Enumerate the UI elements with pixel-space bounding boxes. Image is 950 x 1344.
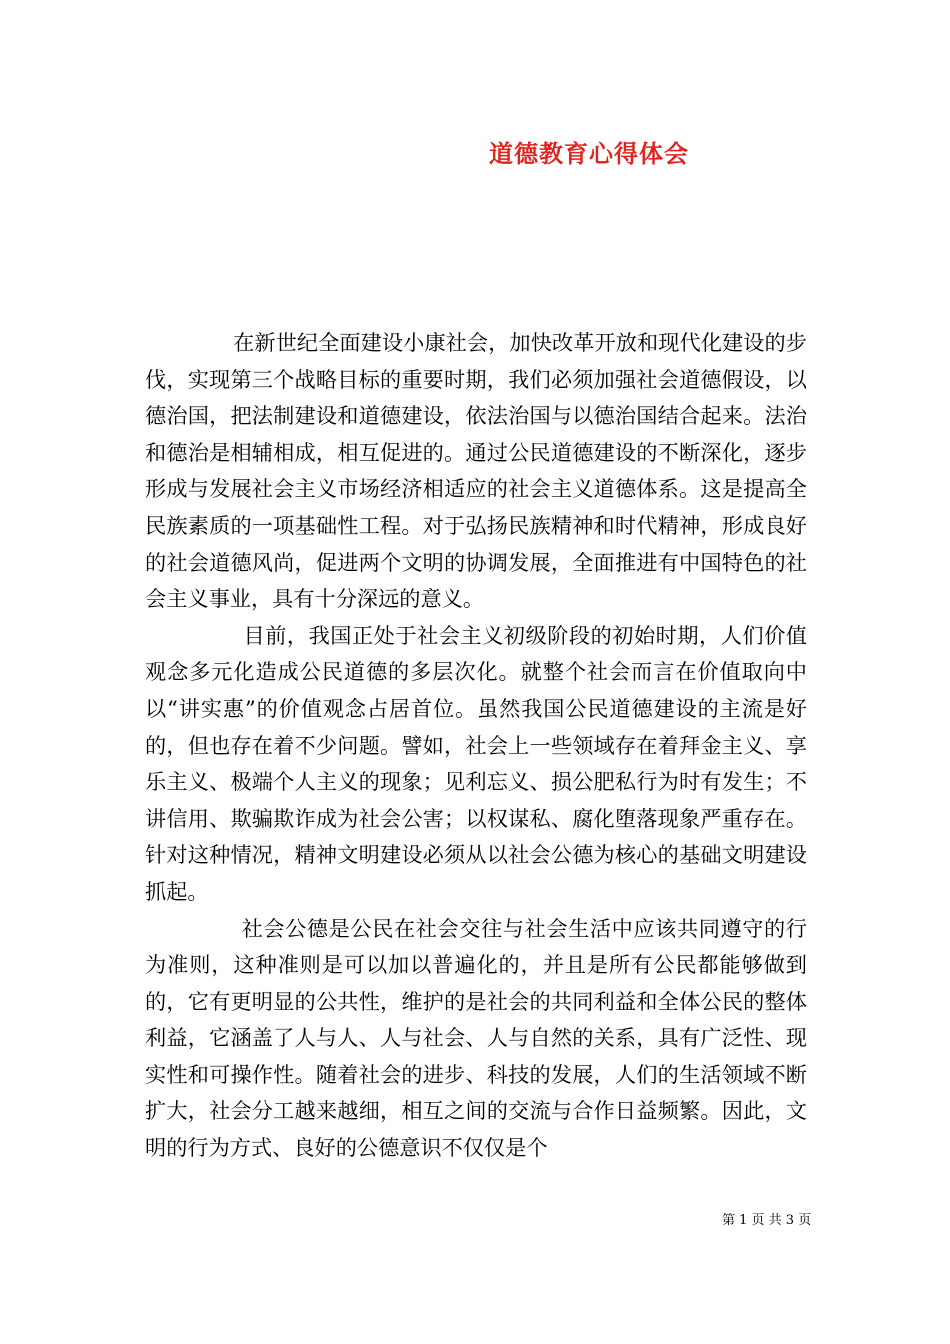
body-paragraph	[145, 911, 807, 1167]
paragraph-text: 社会公德是公民在社会交往与社会生活中应该共同遵守的行为准则，这种准则是可以加以普遍化的，并且是所有公民都能够做到的，它有更明显的公共性，维护的是社会的共同利益和全体公民的整体利益，它涵盖了人与人、人与社会、人与自然的关系，具有广泛性、现实性和可操作性。随着社会的进步、科技的发展，人们的生活领域不断扩大，社会分工越来越细，相互之间的交流与合作日益频繁。因此，文明的行为方式、良好的公德意识不仅仅是个	[145, 915, 807, 1161]
paragraph-text: 在新世纪全面建设小康社会，加快改革开放和现代化建设的步伐，实现第三个战略目标的重要时期，我们必须加强社会道德假设，以德治国，把法制建设和道德建设，依法治国与以德治国结合起来。法治和德治是相辅相成，相互促进的。通过公民道德建设的不断深化，逐步形成与发展社会主义市场经济相适应的社会主义道德体系。这是提高全民族素质的一项基础性工程。对于弘扬民族精神和时代精神，形成良好的社会道德风尚，促进两个文明的协调发展，全面推进有中国特色的社会主义事业，具有十分深远的意义。	[145, 330, 807, 612]
document-body	[145, 325, 807, 1167]
paragraph-indent	[145, 349, 233, 350]
body-paragraph	[145, 618, 807, 911]
paragraph-indent	[145, 935, 241, 936]
page-number-footer: 第 1 页 共 3 页	[722, 1213, 812, 1228]
document-title: 道德教育心得体会	[489, 139, 689, 168]
paragraph-text: 目前，我国正处于社会主义初级阶段的初始时期，人们价值观念多元化造成公民道德的多层次化。就整个社会而言在价值取向中以“讲实惠”的价值观念占居首位。虽然我国公民道德建设的主流是好的，但也存在着不少问题。譬如，社会上一些领域存在着拜金主义、享乐主义、极端个人主义的现象；见利忘义、损公肥私行为时有发生；不讲信用、欺骗欺诈成为社会公害；以权谋私、腐化堕落现象严重存在。针对这种情况，精神文明建设必须从以社会公德为核心的基础文明建设抓起。	[145, 622, 807, 904]
body-paragraph	[145, 325, 807, 618]
paragraph-indent	[145, 642, 243, 643]
